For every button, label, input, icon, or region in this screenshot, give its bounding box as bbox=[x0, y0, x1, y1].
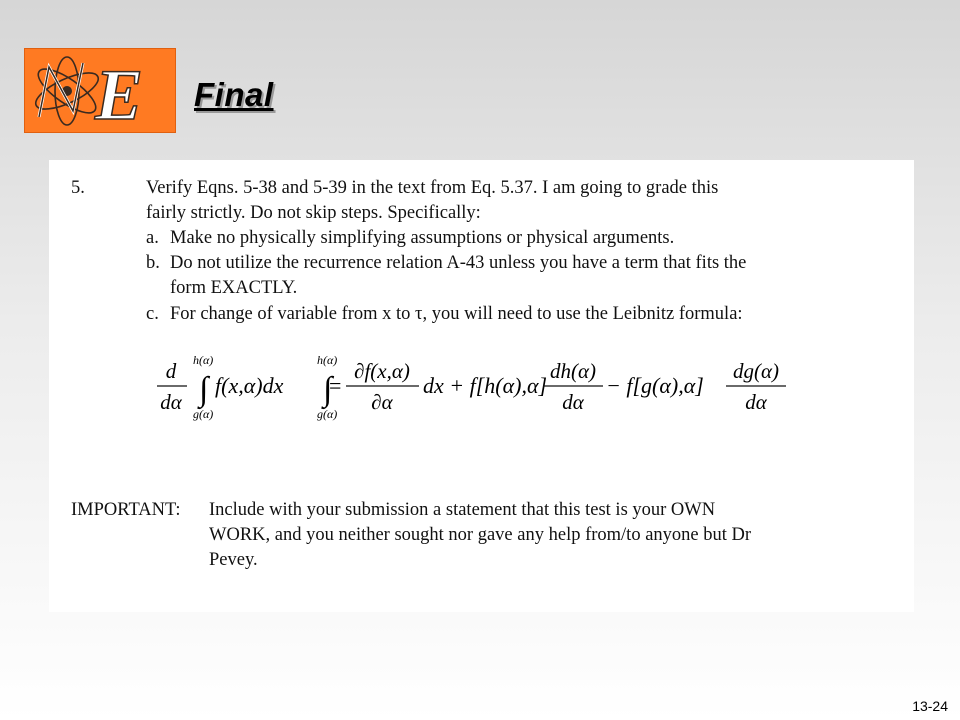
problem-intro-line-2: fairly strictly. Do not skip steps. Specifically: bbox=[146, 203, 481, 223]
document-scan bbox=[49, 160, 914, 612]
integral-lower-limit-2: g(α) bbox=[317, 407, 338, 421]
integrand: f(x,α)dx bbox=[215, 373, 284, 398]
problem-intro-line-1: Verify Eqns. 5-38 and 5-39 in the text from Eq. 5.37. I am going to grade this bbox=[146, 178, 719, 198]
item-c-text: For change of variable from x to τ, you will need to use the Leibnitz formula: bbox=[170, 304, 743, 324]
item-c-label: c. bbox=[146, 304, 159, 324]
integral-upper-limit-2: h(α) bbox=[317, 353, 338, 367]
dh-numerator: dh(α) bbox=[549, 359, 597, 383]
important-label: IMPORTANT: bbox=[71, 500, 181, 520]
formula-minus-term: − f[g(α),α] bbox=[606, 373, 704, 398]
partial-numerator: ∂f(x,α) bbox=[354, 359, 410, 383]
formula-middle-term: dx + f[h(α),α] bbox=[423, 373, 548, 398]
problem-number: 5. bbox=[71, 178, 85, 198]
dg-numerator: dg(α) bbox=[732, 359, 780, 383]
item-b-text-line-1: Do not utilize the recurrence relation A-43 unless you have a term that fits the bbox=[170, 253, 747, 273]
important-line-1: Include with your submission a statement that this test is your OWN bbox=[209, 500, 716, 520]
ne-logo bbox=[24, 48, 176, 133]
item-a-text: Make no physically simplifying assumptions or physical arguments. bbox=[170, 228, 675, 248]
integral-upper-limit: h(α) bbox=[193, 353, 214, 367]
slide-number: 13-24 bbox=[912, 698, 948, 714]
equals-sign: = bbox=[329, 373, 342, 398]
dg-denominator: dα bbox=[745, 390, 767, 414]
leibnitz-formula bbox=[153, 346, 793, 434]
item-a-label: a. bbox=[146, 228, 159, 248]
integral-lower-limit: g(α) bbox=[193, 407, 214, 421]
integral-sign-2: ∫ bbox=[323, 371, 333, 408]
item-b-label: b. bbox=[146, 253, 160, 273]
integral-sign: ∫ bbox=[199, 371, 209, 408]
formula-d: d bbox=[165, 359, 177, 383]
formula-dalpha: dα bbox=[160, 390, 182, 414]
partial-denominator: ∂α bbox=[371, 390, 393, 414]
important-line-3: Pevey. bbox=[209, 550, 258, 570]
item-b-text-line-2: form EXACTLY. bbox=[170, 278, 298, 298]
dh-denominator: dα bbox=[562, 390, 584, 414]
slide-title: Final bbox=[194, 76, 274, 113]
atom-logo-icon bbox=[25, 49, 175, 132]
important-line-2: WORK, and you neither sought nor gave any help from/to anyone but Dr bbox=[209, 525, 752, 545]
logo-e-letter: E bbox=[95, 55, 144, 132]
